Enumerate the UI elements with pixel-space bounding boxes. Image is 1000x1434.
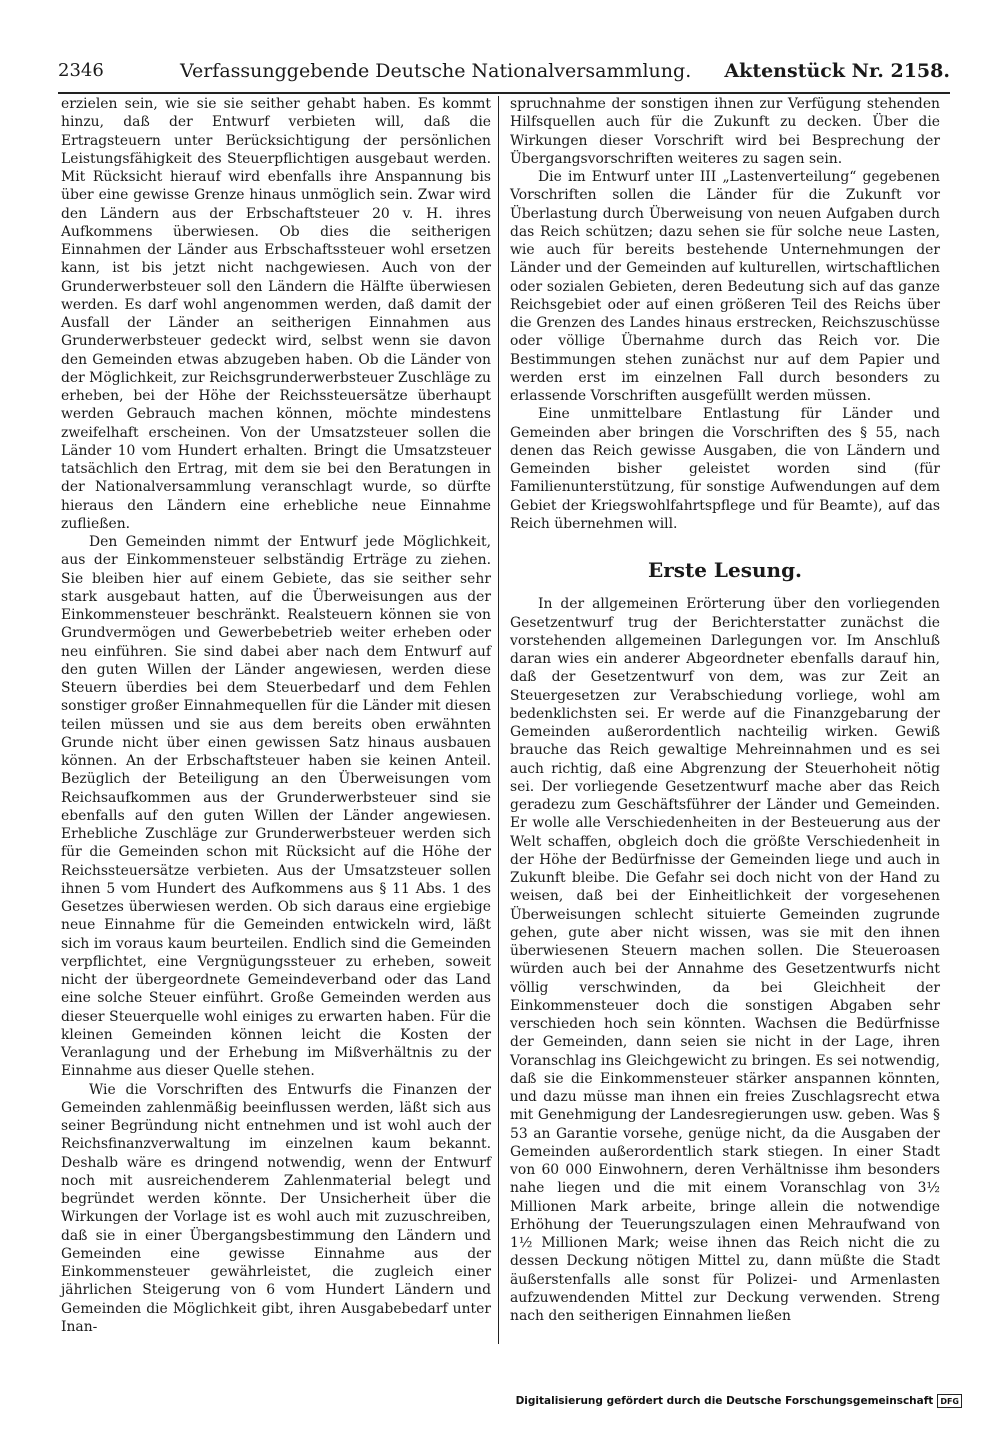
page-header	[58, 58, 950, 88]
right-paragraph-1: spruchnahme der sonstigen ihnen zur Verfügung stehenden Hilfsquellen auch für die Zukunft zu decken. Über die Wirkungen dieser Vorschrift wird bei Besprechung der Übergangsvorschriften weiteres zu sagen sein.	[510, 96, 940, 167]
column-divider	[498, 96, 499, 1344]
left-paragraph-2: Den Gemeinden nimmt der Entwurf jede Möglichkeit, aus der Einkommensteuer selbständig Erträge zu ziehen. Sie bleiben hier auf einem Gebiete, das sie seither sehr stark ausgebaut hatten, auf die Überweisungen aus der Einkommensteuer beschränkt. Realsteuern können sie von Grundvermögen und Gewerbebetrieb weiter erheben oder neu einführen. Sie sind dabei aber nach dem Entwurf auf den guten Willen der Länder angewiesen, werden diese Steuern überdies bei dem Steuerbedarf und dem Fehlen sonstiger großer Einnahmequellen für die Länder mit diesen teilen müssen und sie aus dem bereits oben erwähnten Grunde nicht über einen gewissen Satz hinaus ausbauen können. An der Erbschaftsteuer haben sie keinen Anteil. Bezüglich der Beteiligung an den Überweisungen vom Reichsaufkommen aus der Grunderwerbsteuer sind sie ebenfalls auf den guten Willen der Länder angewiesen. Erhebliche Zuschläge zur Grunderwerbsteuer werden sich für die Gemeinden schon mit Rücksicht auf die Höhe der Reichssteuersätze verbieten. Aus der Umsatzsteuer sollen ihnen 5 vom Hundert des Aufkommens aus § 11 Abs. 1 des Gesetzes überwiesen werden. Ob sich daraus eine ergiebige neue Einnahme für die Gemeinden entwickeln wird, läßt sich im voraus kaum beurteilen. Endlich sind die Gemeinden verpflichtet, eine Vergnügungssteuer zu erheben, soweit nicht der übergeordnete Gemeindeverband oder das Land eine solche Steuer einführt. Große Gemeinden werden aus dieser Steuerquelle wohl einiges zu erwarten haben. Für die kleinen Gemeinden können leicht die Kosten der Veranlagung und der Erhebung im Mißverhältnis zu der Einnahme aus dieser Quelle stehen.	[61, 534, 491, 1080]
left-paragraph-3: Wie die Vorschriften des Entwurfs die Finanzen der Gemeinden zahlenmäßig beeinflussen werden, läßt sich aus seiner Begründung nicht entnehmen und ist wohl auch der Reichsfinanzverwaltung im einzelnen kaum bekannt. Deshalb wäre es dringend notwendig, wenn der Entwurf noch mit ausreichenderem Zahlenmaterial belegt und begründet werden könnte. Der Unsicherheit über die Wirkungen der Vorlage ist es wohl auch mit zuzuschreiben, daß sie in einer Übergangsbestimmung den Ländern und Gemeinden eine gewisse Einnahme aus der Einkommensteuer gewährleistet, die zugleich einer jährlichen Steigerung von 6 vom Hundert Ländern und Gemeinden die Möglichkeit gibt, ihren Ausgabebedarf unter Inan-	[61, 1081, 491, 1335]
document-number: Aktenstück Nr. 2158.	[724, 60, 950, 82]
dfg-logo: DFG	[937, 1394, 962, 1408]
right-paragraph-3: Eine unmittelbare Entlastung für Länder und Gemeinden aber bringen die Vorschriften des § 55, nach denen das Reich gewisse Ausgaben, die von Ländern und Gemeinden bisher geleistet worden sind (für Familienunterstützung, für sonstige Aufwendungen auf dem Gebiet der Kriegswohlfahrtspflege und für Beamte), auf das Reich übernehmen will.	[510, 406, 940, 532]
footer-credit	[516, 1394, 962, 1408]
section-heading: Erste Lesung.	[647, 558, 803, 582]
header-rule	[58, 92, 950, 94]
credit-text: Digitalisierung gefördert durch die Deutsche Forschungsgemeinschaft	[515, 1395, 934, 1407]
left-paragraph-1: erzielen sein, wie sie sie seither gehabt haben. Es kommt hinzu, daß der Entwurf verbieten will, daß die Ertragsteuern unter Berücksichtigung der persönlichen Leistungsfähigkeit des Steuerpflichtigen ausgebaut werden. Mit Rücksicht hierauf wird ebenfalls ihre Anspannung bis über eine gewisse Grenze hinaus unmöglich sein. Zwar wird den Ländern aus der Erbschaftsteuer 20 v. H. ihres Aufkommens überwiesen. Ob dies die seitherigen Einnahmen der Länder aus Erbschaftssteuer wohl ersetzen kann, ist bis jetzt nicht nachgewiesen. Auch von der Grunderwerbsteuer soll den Ländern die Hälfte überwiesen werden. Es darf wohl angenommen werden, daß damit der Ausfall der Länder an seitherigen Einnahmen aus Grunderwerbsteuer gedeckt wird, selbst wenn sie davon den Gemeinden etwas abzugeben haben. Ob die Länder von der Möglichkeit, zur Reichsgrunderwerbsteuer Zuschläge zu erheben, bei der Höhe der Reichssteuersätze überhaupt werden Gebrauch machen können, möchte mindestens zweifelhaft erscheinen. Von der Umsatzsteuer sollen die Länder 10 vom Hundert erhalten. Bringt die Umsatzsteuer tatsächlich den Ertrag, mit dem sie bei den Beratungen in der Nationalversammlung veranschlagt wurde, so dürfte hieraus den Ländern eine erhebliche neue Einnahme zufließen.	[61, 96, 491, 532]
left-column	[61, 95, 491, 1336]
running-title: Verfassunggebende Deutsche Nationalversammlung.	[180, 60, 692, 82]
page-number: 2346	[58, 60, 104, 81]
right-paragraph-4: In der allgemeinen Erörterung über den vorliegenden Gesetzentwurf trug der Berichterstatter zunächst die vorstehenden allgemeinen Darlegungen vor. Im Anschluß daran wies ein anderer Abgeordneter ebenfalls darauf hin, daß der Gesetzentwurf von dem, was zur Zeit an Steuergesetzen zur Verabschiedung vorliege, wohl am bedenklichsten sei. Er werde auf die Finanzgebarung der Gemeinden außerordentlich nachteilig wirken. Gewiß brauche das Reich gewaltige Mehreinnahmen und es sei auch richtig, daß eine Abgrenzung der Steuerhoheit nötig sei. Der vorliegende Gesetzentwurf mache aber das Reich geradezu zum Geschäftsführer der Länder und Gemeinden. Er wolle alle Verschiedenheiten in der Besteuerung aus der Welt schaffen, obgleich doch die größte Verschiedenheit in der Höhe der Bedürfnisse der Gemeinden liege und auch in Zukunft bleibe. Die Gefahr sei doch nicht von der Hand zu weisen, daß bei der Einheitlichkeit der vorgesehenen Überweisungen schlecht situierte Gemeinden zugrunde gehen, gute aber nicht wissen, was sie mit den ihnen überwiesenen Steuern machen sollen. Die Steueroasen würden auch bei der Annahme des Gesetzentwurfs nicht völlig verschwinden, da bei Gleichheit der Einkommensteuer doch die sonstigen Abgaben sehr verschieden hoch sein könnten. Wachsen die Bedürfnisse der Gemeinden, dann seien sie nicht in der Lage, ihren Voranschlag ins Gleichgewicht zu bringen. Es sei notwendig, daß sie die Einkommensteuer stärker anspannen könnten, und dazu müsse man ihnen ein freies Zuschlagsrecht etwa mit Genehmigung der Landesregierungen usw. geben. Was § 53 an Garantie vorsehe, genüge nicht, da die Ausgaben der Gemeinden außerordentlich stark stiegen. In einer Stadt von 60 000 Einwohnern, deren Verhältnisse ihm besonders nahe liegen und die mit einem Voranschlag von 3½ Millionen Mark arbeite, bringe allein die notwendige Erhöhung der Teuerungszulagen einen Mehraufwand von 1½ Millionen Mark; weise ihnen das Reich nicht die zu dessen Deckung nötigen Mittel zu, dann müßte die Stadt äußerstenfalls alle sonst für Polizei- und Armenlasten aufzuwendenden Mittel zur Deckung verwenden. Streng nach den seitherigen Einnahmen ließen	[510, 596, 940, 1324]
right-paragraph-2: Die im Entwurf unter III „Lastenverteilung“ gegebenen Vorschriften sollen die Länder für die Zukunft vor Überlastung durch Überweisung von neuen Aufgaben durch das Reich schützen; dazu sehen sie für solche neue Lasten, wie auch für bereits bestehende Unternehmungen der Länder und der Gemeinden auf kulturellen, wirtschaftlichen oder sozialen Gebieten, deren Bedeutung sich auf das ganze Reichsgebiet oder auf einen größeren Teil des Reichs über die Grenzen des Landes hinaus erstrecken, Reichszuschüsse oder völlige Übernahme durch das Reich vor. Die Bestimmungen stehen zunächst nur auf dem Papier und werden erst im einzelnen Fall durch besonders zu erlassende Vorschriften ausgefüllt werden müssen.	[510, 169, 940, 404]
right-column	[510, 95, 940, 1325]
